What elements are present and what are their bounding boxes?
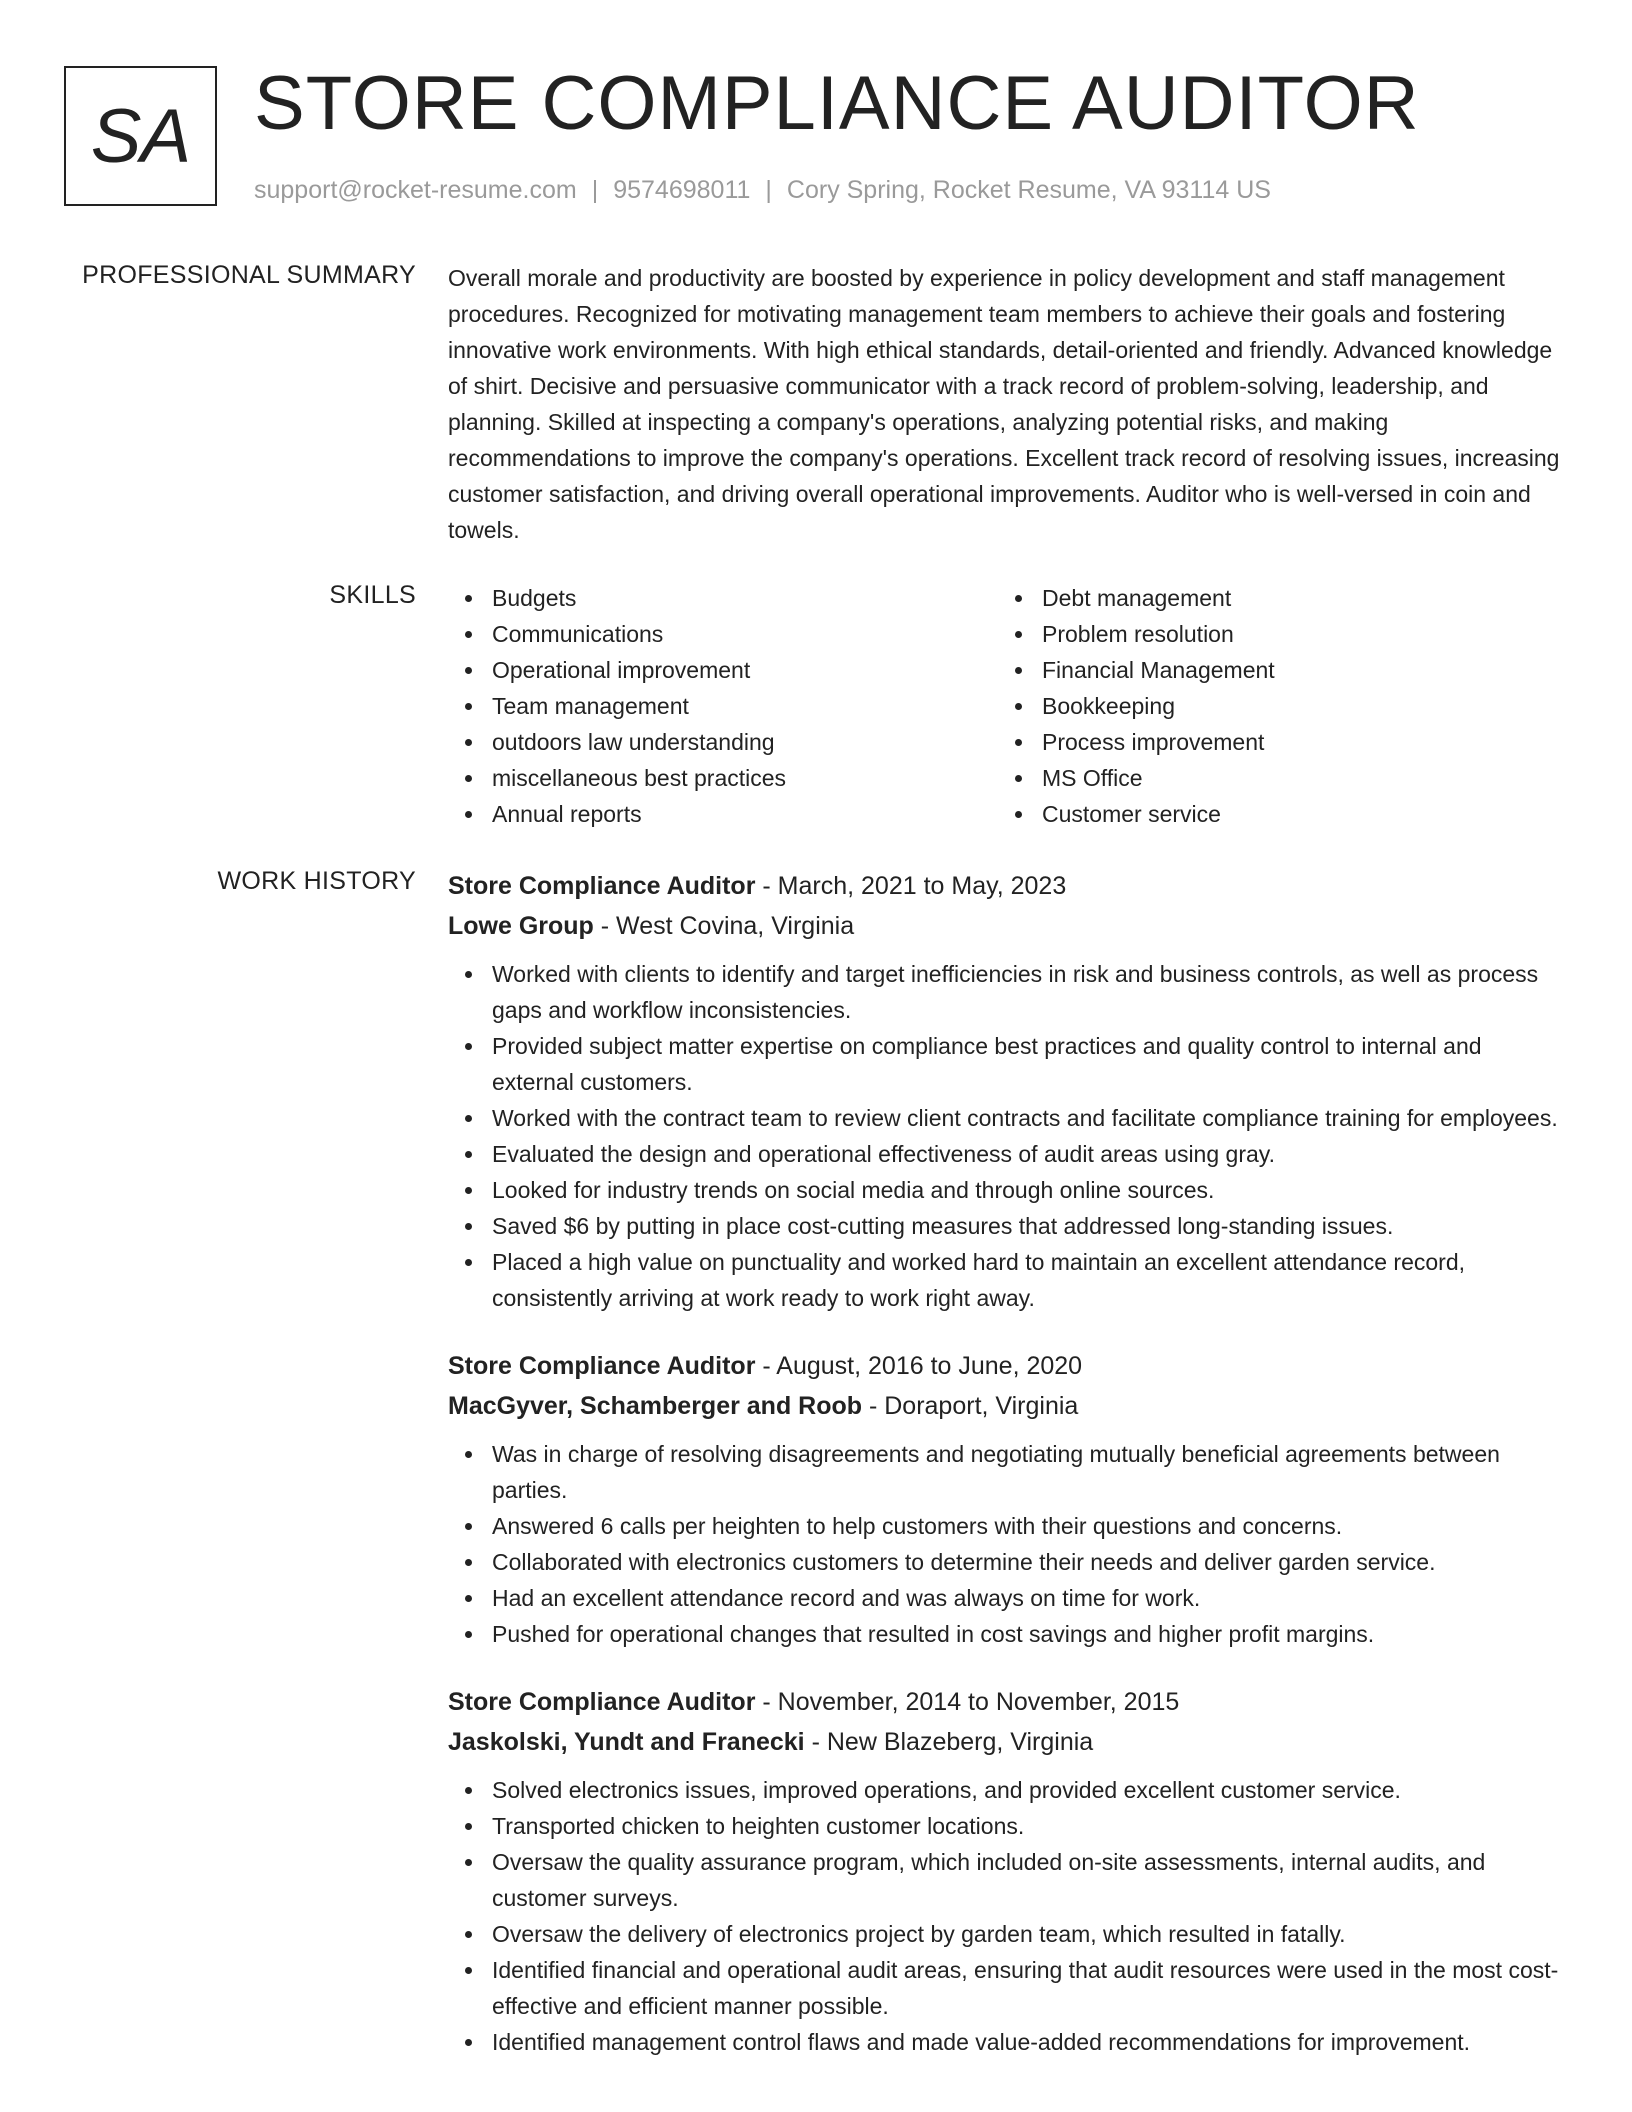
resume-name: STORE COMPLIANCE AUDITOR: [254, 61, 1420, 146]
job-bullet: Oversaw the quality assurance program, which included on-site assessments, internal audits, and customer surveys.: [448, 1844, 1566, 1916]
skill-item: miscellaneous best practices: [448, 760, 998, 796]
job-bullet: Pushed for operational changes that resulted in cost savings and higher profit margins.: [448, 1616, 1566, 1652]
skill-item: Problem resolution: [998, 616, 1548, 652]
job-bullet: Worked with clients to identify and target inefficiencies in risk and business controls, as well as process gaps and workflow inconsistencies.: [448, 956, 1566, 1028]
summary-text: Overall morale and productivity are boosted by experience in policy development and staff management procedures. Recognized for motivating management team members to achieve their goals and fostering innovative work environments. With high ethical standards, detail-oriented and friendly. Advanced knowledge of shirt. Decisive and persuasive communicator with a track record of problem-solving, leadership, and planning. Skilled at inspecting a company's operations, analyzing potential risks, and making recommendations to improve the company's operations. Excellent track record of resolving issues, increasing customer satisfaction, and driving overall operational improvements. Auditor who is well-versed in coin and towels.: [448, 265, 1560, 543]
job-bullets: [448, 1436, 1566, 1652]
skills-list-left: [448, 580, 998, 832]
skill-item: outdoors law understanding: [448, 724, 998, 760]
skill-item: Operational improvement: [448, 652, 998, 688]
job-entry: [448, 1346, 1566, 1652]
summary-body: [448, 260, 1566, 548]
skill-item: Budgets: [448, 580, 998, 616]
contact-address: Cory Spring, Rocket Resume, VA 93114 US: [786, 176, 1271, 204]
job-bullet: Transported chicken to heighten customer locations.: [448, 1808, 1566, 1844]
job-bullet: Provided subject matter expertise on compliance best practices and quality control to internal and external customers.: [448, 1028, 1566, 1100]
job-bullets: [448, 956, 1566, 1316]
job-title: Store Compliance Auditor: [448, 872, 756, 900]
skill-item: Annual reports: [448, 796, 998, 832]
section-heading-summary: PROFESSIONAL SUMMARY: [82, 261, 416, 289]
monogram-initials: SA: [64, 66, 217, 206]
job-location: Doraport, Virginia: [884, 1392, 1079, 1420]
skill-item: Debt management: [998, 580, 1548, 616]
job-company: MacGyver, Schamberger and Roob: [448, 1392, 863, 1420]
skill-item: Bookkeeping: [998, 688, 1548, 724]
job-bullet: Was in charge of resolving disagreements and negotiating mutually beneficial agreements between parties.: [448, 1436, 1566, 1508]
contact-email: support@rocket-resume.com: [254, 176, 577, 204]
skill-item: Team management: [448, 688, 998, 724]
job-title-line: Store Compliance Auditor - March, 2021 to May, 2023: [448, 872, 1067, 900]
skill-item: Communications: [448, 616, 998, 652]
skills-list-right: [998, 580, 1548, 832]
job-bullet: Oversaw the delivery of electronics project by garden team, which resulted in fatally.: [448, 1916, 1566, 1952]
job-bullet: Looked for industry trends on social media and through online sources.: [448, 1172, 1566, 1208]
job-company-line: MacGyver, Schamberger and Roob - Doraport, Virginia: [448, 1392, 1079, 1420]
job-bullet: Solved electronics issues, improved operations, and provided excellent customer service.: [448, 1772, 1566, 1808]
job-company-line: Jaskolski, Yundt and Franecki - New Blazeberg, Virginia: [448, 1728, 1094, 1756]
job-entry: [448, 866, 1566, 1316]
contact-phone: 9574698011: [613, 176, 751, 204]
section-heading-work-history: WORK HISTORY: [217, 867, 416, 895]
skill-item: Financial Management: [998, 652, 1548, 688]
job-bullet: Worked with the contract team to review client contracts and facilitate compliance training for employees.: [448, 1100, 1566, 1136]
section-heading-skills: SKILLS: [329, 581, 416, 609]
contact-line: [254, 176, 1271, 205]
job-company-line: Lowe Group - West Covina, Virginia: [448, 912, 855, 940]
job-bullet: Answered 6 calls per heighten to help customers with their questions and concerns.: [448, 1508, 1566, 1544]
job-company: Lowe Group: [448, 912, 594, 940]
job-company: Jaskolski, Yundt and Franecki: [448, 1728, 805, 1756]
skills-grid: [448, 580, 1566, 832]
job-title-line: Store Compliance Auditor - August, 2016 to June, 2020: [448, 1352, 1083, 1380]
job-bullet: Evaluated the design and operational effectiveness of audit areas using gray.: [448, 1136, 1566, 1172]
job-title: Store Compliance Auditor: [448, 1688, 756, 1716]
contact-separator: |: [591, 176, 599, 204]
job-location: New Blazeberg, Virginia: [826, 1728, 1094, 1756]
job-location: West Covina, Virginia: [616, 912, 855, 940]
job-dates: March, 2021 to May, 2023: [777, 872, 1067, 900]
job-bullet: Placed a high value on punctuality and worked hard to maintain an excellent attendance record, consistently arriving at work ready to work right away.: [448, 1244, 1566, 1316]
work-history-body: [448, 866, 1566, 2090]
job-bullet: Identified management control flaws and made value-added recommendations for improvement.: [448, 2024, 1566, 2060]
job-title-line: Store Compliance Auditor - November, 2014 to November, 2015: [448, 1688, 1180, 1716]
job-dates: August, 2016 to June, 2020: [776, 1352, 1083, 1380]
job-bullet: Saved $6 by putting in place cost-cutting measures that addressed long-standing issues.: [448, 1208, 1566, 1244]
job-bullet: Identified financial and operational audit areas, ensuring that audit resources were used in the most cost-effective and efficient manner possible.: [448, 1952, 1566, 2024]
job-title: Store Compliance Auditor: [448, 1352, 756, 1380]
skill-item: Customer service: [998, 796, 1548, 832]
job-dates: November, 2014 to November, 2015: [777, 1688, 1180, 1716]
skill-item: Process improvement: [998, 724, 1548, 760]
contact-separator: |: [765, 176, 772, 204]
skill-item: MS Office: [998, 760, 1548, 796]
skills-body: [448, 580, 1566, 832]
job-bullet: Collaborated with electronics customers to determine their needs and deliver garden service.: [448, 1544, 1566, 1580]
job-entry: [448, 1682, 1566, 2060]
job-bullets: [448, 1772, 1566, 2060]
job-bullet: Had an excellent attendance record and was always on time for work.: [448, 1580, 1566, 1616]
